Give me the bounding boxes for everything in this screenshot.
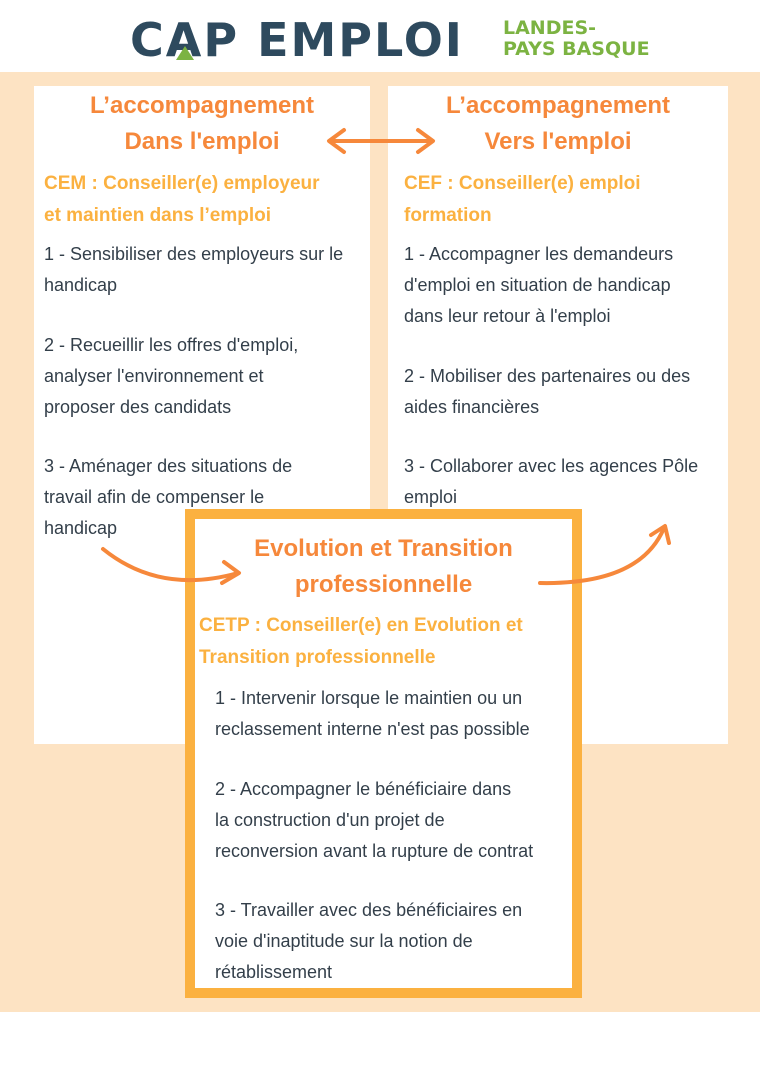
list-item-line: reclassement interne n'est pas possible: [215, 719, 530, 739]
card-title-line1: Evolution et Transition: [254, 535, 513, 562]
card-title-line2: Dans l'emploi: [124, 128, 280, 155]
list-item-line: 2 - Recueillir les offres d'emploi,: [44, 335, 299, 355]
card-title-line1: L’accompagnement: [445, 92, 671, 119]
list-item-line: 2 - Accompagner le bénéficiaire dans: [215, 779, 512, 799]
list-item-line: aides financières: [404, 397, 540, 417]
card-subtitle-line1: CETP : Conseiller(e) en Evolution et: [199, 615, 523, 636]
logo-region-line2: PAYS BASQUE: [503, 38, 650, 60]
card-subtitle-line1: CEM : Conseiller(e) employeur: [44, 173, 320, 194]
logo-letter-c: C: [130, 13, 166, 67]
logo-region-line1: LANDES-: [503, 17, 597, 39]
curved-arrow-icon: [540, 526, 669, 583]
card-subtitle-line2: et maintien dans l’emploi: [44, 205, 271, 226]
list-item-line: rétablissement: [215, 962, 333, 982]
list-item-line: analyser l'environnement et: [44, 366, 264, 386]
list-item-line: 1 - Accompagner les demandeurs: [404, 244, 674, 264]
list-item-line: 1 - Intervenir lorsque le maintien ou un: [215, 688, 523, 708]
list-item-line: handicap: [44, 518, 118, 538]
logo-letter-a-text: A: [165, 13, 204, 67]
list-item-line: proposer des candidats: [44, 397, 232, 417]
list-item-line: voie d'inaptitude sur la notion de: [215, 931, 473, 951]
card-title-line2: professionnelle: [294, 571, 473, 598]
list-item-line: 3 - Collaborer avec les agences Pôle: [404, 456, 699, 476]
list-item-line: handicap: [44, 275, 118, 295]
list-item-line: d'emploi en situation de handicap: [404, 275, 671, 295]
card-title-line1: L’accompagnement: [89, 92, 315, 119]
list-item-line: emploi: [404, 487, 458, 507]
list-item-line: 1 - Sensibiliser des employeurs sur le: [44, 244, 344, 264]
list-item-line: travail afin de compenser le: [44, 487, 265, 507]
list-item-line: 3 - Travailler avec des bénéficiaires en: [215, 900, 523, 920]
double-arrow-icon: [329, 130, 433, 152]
card-title-line2: Vers l'emploi: [484, 128, 632, 155]
list-item-line: la construction d'un projet de: [215, 810, 445, 830]
logo-letter-p: P: [203, 13, 240, 67]
card-subtitle-line2: Transition professionnelle: [199, 647, 436, 668]
card-subtitle-line1: CEF : Conseiller(e) emploi: [404, 173, 641, 194]
card-subtitle-line2: formation: [404, 205, 492, 226]
list-item-line: reconversion avant la rupture de contrat: [215, 841, 534, 861]
logo-word-emploi: EMPLOI: [257, 13, 464, 67]
list-item-line: 2 - Mobiliser des partenaires ou des: [404, 366, 691, 386]
curved-arrow-icon: [103, 549, 239, 583]
list-item-line: dans leur retour à l'emploi: [404, 306, 611, 326]
list-item-line: 3 - Aménager des situations de: [44, 456, 293, 476]
